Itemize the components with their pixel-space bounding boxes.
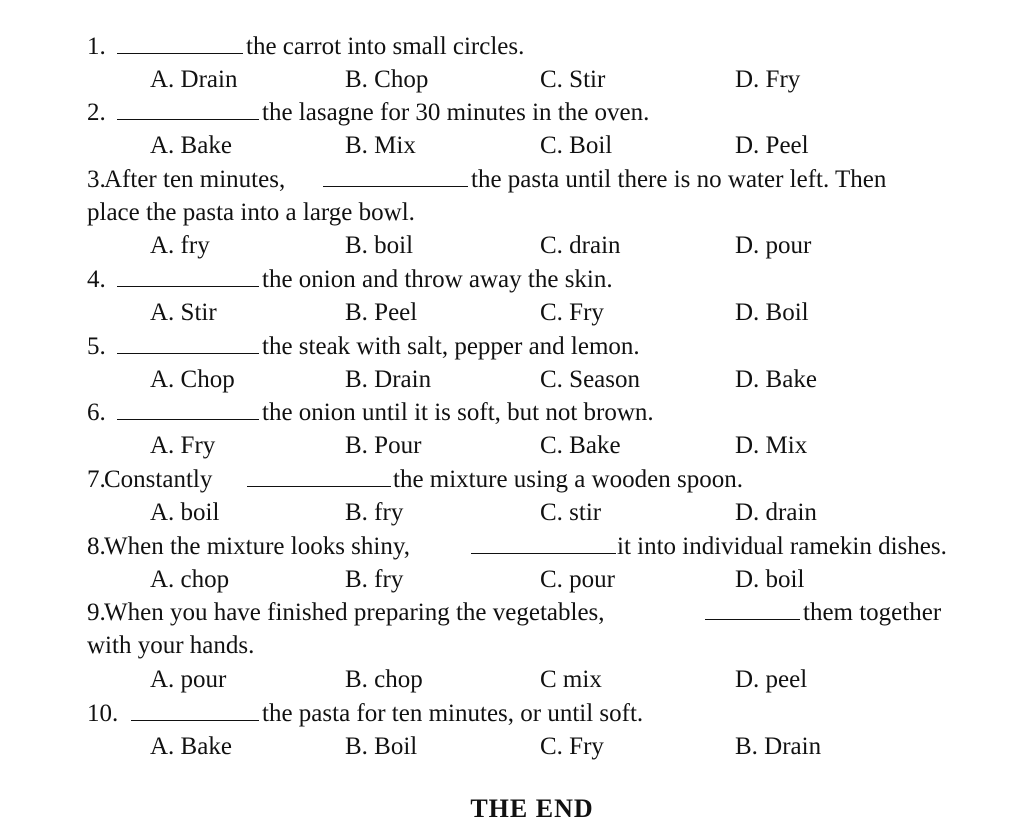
answer-blank — [247, 463, 391, 496]
question-number: 6. — [87, 399, 106, 426]
question-text-before: After ten minutes, — [104, 166, 286, 193]
option-c: C. Fry — [540, 733, 604, 760]
option-b: B. Drain — [345, 366, 432, 393]
options-7 — [0, 496, 1024, 529]
question-number: 4. — [87, 266, 106, 293]
option-c: C. pour — [540, 566, 615, 593]
option-a: A. chop — [150, 566, 230, 593]
question-3 — [0, 163, 1024, 196]
question-4 — [0, 263, 1024, 296]
question-7 — [0, 463, 1024, 496]
answer-blank — [705, 596, 800, 629]
question-text: the steak with salt, pepper and lemon. — [262, 333, 640, 360]
option-c: C. Season — [540, 366, 640, 393]
options-10 — [0, 730, 1024, 763]
question-10 — [0, 697, 1024, 730]
option-a: A. Chop — [150, 366, 235, 393]
option-b: B. Mix — [345, 132, 416, 159]
question-2 — [0, 96, 1024, 129]
option-d: D. peel — [735, 666, 808, 693]
option-b: B. fry — [345, 499, 404, 526]
option-b: B. Boil — [345, 733, 418, 760]
option-d: D. Peel — [735, 132, 809, 159]
option-b: B. fry — [345, 566, 404, 593]
question-text: the lasagne for 30 minutes in the oven. — [262, 99, 650, 126]
question-6 — [0, 396, 1024, 429]
question-text: the pasta for ten minutes, or until soft. — [262, 700, 644, 727]
answer-blank — [117, 330, 259, 363]
option-c: C. Fry — [540, 299, 604, 326]
question-3-continuation — [0, 196, 1024, 229]
option-a: A. Stir — [150, 299, 217, 326]
question-number: 5. — [87, 333, 106, 360]
question-text: them together — [803, 599, 942, 626]
option-d: D. boil — [735, 566, 805, 593]
question-text: the onion and throw away the skin. — [262, 266, 613, 293]
option-a: A. fry — [150, 232, 210, 259]
question-text-continuation: place the pasta into a large bowl. — [87, 199, 415, 226]
option-b: B. Chop — [345, 66, 429, 93]
options-2 — [0, 129, 1024, 162]
options-8 — [0, 563, 1024, 596]
options-6 — [0, 429, 1024, 462]
answer-blank — [117, 96, 259, 129]
question-text: the mixture using a wooden spoon. — [393, 466, 743, 493]
question-text-before: When the mixture looks shiny, — [104, 533, 410, 560]
option-c: C. drain — [540, 232, 621, 259]
option-c: C. Bake — [540, 432, 621, 459]
question-text-before: When you have finished preparing the vegetables, — [104, 599, 605, 626]
option-c: C mix — [540, 666, 602, 693]
question-text: the pasta until there is no water left. Then — [471, 166, 887, 193]
question-number: 3. — [87, 166, 106, 193]
footer-the-end: THE END — [470, 794, 594, 823]
answer-blank — [471, 530, 616, 563]
question-number: 1. — [87, 33, 106, 60]
option-a: A. pour — [150, 666, 227, 693]
option-a: A. Fry — [150, 432, 216, 459]
options-3 — [0, 229, 1024, 262]
options-5 — [0, 363, 1024, 396]
option-d: D. Boil — [735, 299, 809, 326]
option-a: A. Bake — [150, 733, 232, 760]
question-text-before: Constantly — [104, 466, 213, 493]
question-5 — [0, 330, 1024, 363]
option-d: B. Drain — [735, 733, 822, 760]
option-a: A. Drain — [150, 66, 238, 93]
option-b: B. Pour — [345, 432, 422, 459]
option-a: A. Bake — [150, 132, 232, 159]
answer-blank — [323, 163, 468, 196]
question-number: 10. — [87, 700, 119, 727]
question-number: 2. — [87, 99, 106, 126]
option-b: B. Peel — [345, 299, 418, 326]
question-text: it into individual ramekin dishes. — [617, 533, 947, 560]
option-d: D. pour — [735, 232, 812, 259]
answer-blank — [117, 396, 259, 429]
answer-blank — [117, 30, 243, 63]
answer-blank — [131, 697, 259, 730]
options-1 — [0, 63, 1024, 96]
option-d: D. Fry — [735, 66, 801, 93]
option-c: C. stir — [540, 499, 602, 526]
question-number: 8. — [87, 533, 106, 560]
options-9 — [0, 663, 1024, 696]
option-c: C. Stir — [540, 66, 606, 93]
question-text: the onion until it is soft, but not brown. — [262, 399, 654, 426]
question-8 — [0, 530, 1024, 563]
option-d: D. Bake — [735, 366, 817, 393]
option-b: B. boil — [345, 232, 414, 259]
option-c: C. Boil — [540, 132, 613, 159]
option-d: D. drain — [735, 499, 817, 526]
option-d: D. Mix — [735, 432, 808, 459]
option-b: B. chop — [345, 666, 423, 693]
question-text-continuation: with your hands. — [87, 632, 255, 659]
question-number: 9. — [87, 599, 106, 626]
question-1 — [0, 30, 1024, 63]
question-number: 7. — [87, 466, 106, 493]
answer-blank — [117, 263, 259, 296]
question-9-continuation — [0, 629, 1024, 662]
question-9 — [0, 596, 1024, 629]
option-a: A. boil — [150, 499, 220, 526]
options-4 — [0, 296, 1024, 329]
question-text: the carrot into small circles. — [246, 33, 525, 60]
